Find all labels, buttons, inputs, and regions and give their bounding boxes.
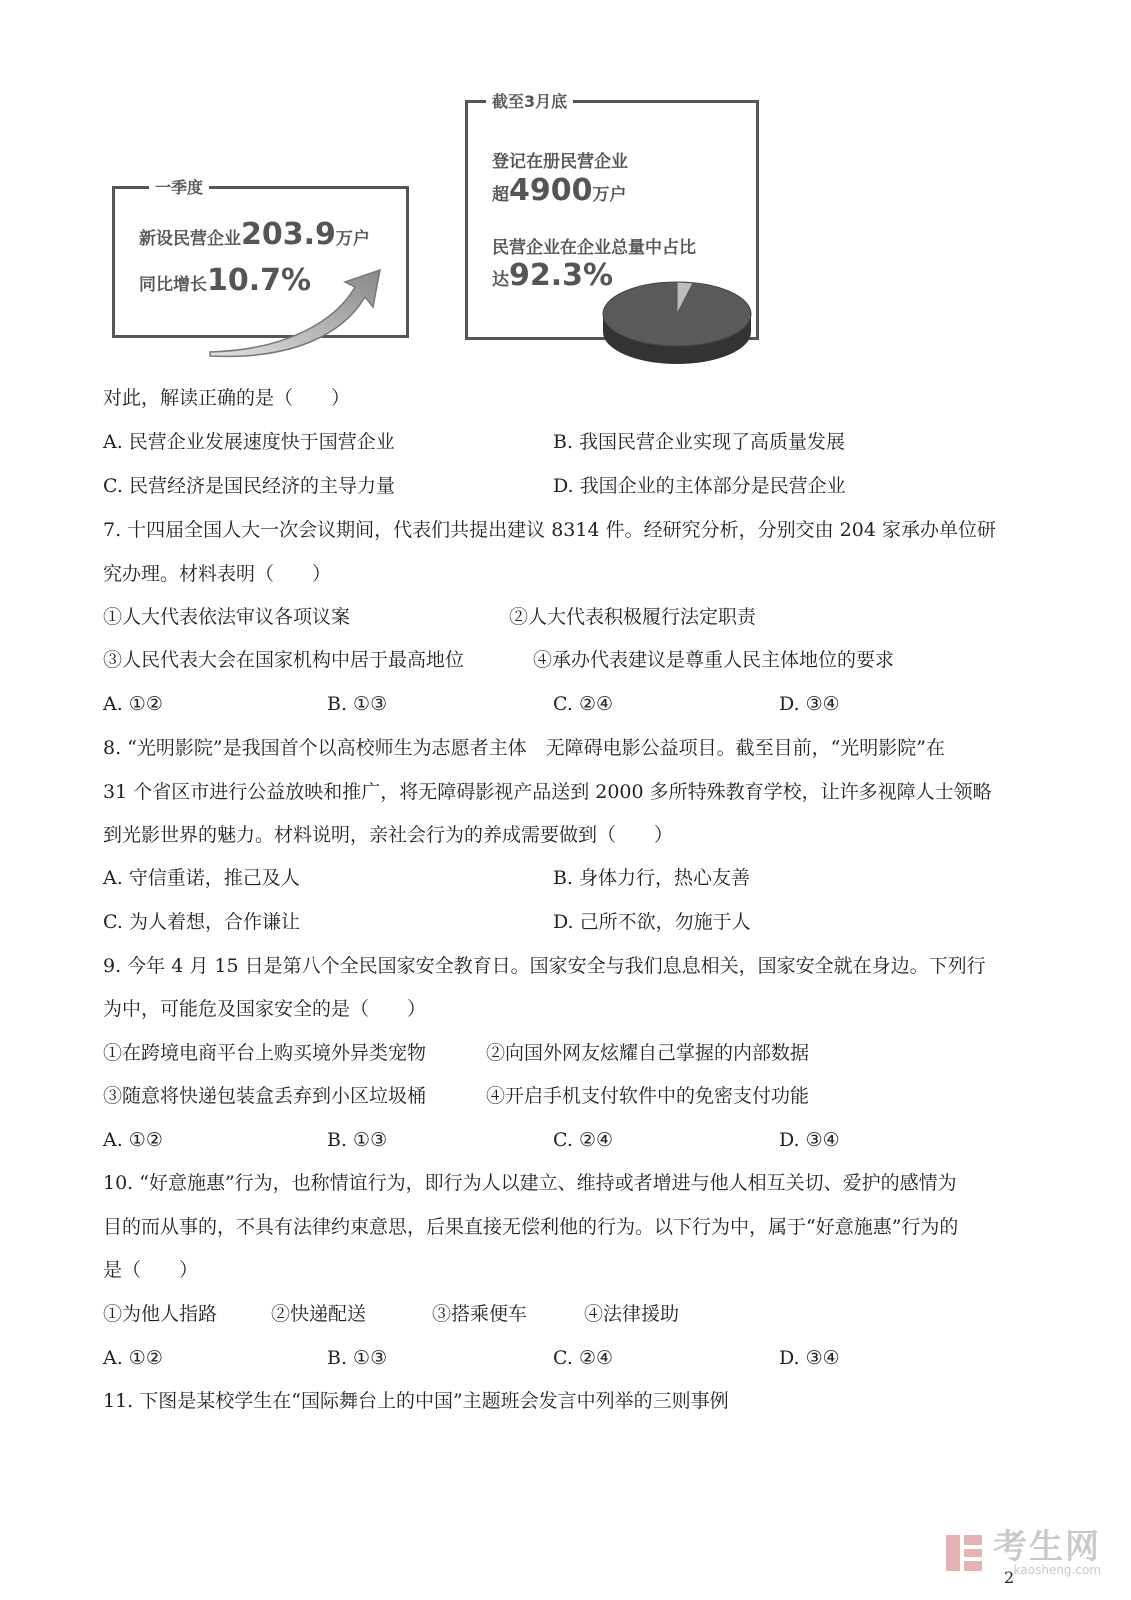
q10-stem-line: 目的而从事的，不具有法律约束意思，后果直接无偿利他的行为。以下行为中，属于“好意施惠”行为的: [103, 1216, 959, 1238]
q7-item-3: ③人民代表大会在国家机构中居于最高地位: [103, 649, 465, 671]
q9-option-a[interactable]: A. ①②: [103, 1129, 163, 1151]
q8-stem-line: 8. “光明影院”是我国首个以高校师生为志愿者主体 无障碍电影公益项目。截至目前，“光明影院”在: [103, 737, 946, 759]
q9-option-b[interactable]: B. ①③: [327, 1129, 388, 1151]
q7-item-4: ④承办代表建议是尊重人民主体地位的要求: [533, 649, 895, 671]
q11-stem: 11. 下图是某校学生在“国际舞台上的中国”主题班会发言中列举的三则事例: [103, 1390, 729, 1412]
q9-item-3: ③随意将快递包装盒丢弃到小区垃圾桶: [103, 1085, 427, 1107]
right-box-line4: [492, 258, 613, 293]
q7-stem-line: 究办理。材料表明（ ）: [103, 563, 332, 585]
q9-item-4: ④开启手机支付软件中的免密支付功能: [486, 1085, 810, 1107]
q8-stem-line: 到光影世界的魅力。材料说明，亲社会行为的养成需要做到（ ）: [103, 824, 674, 846]
left-box-line1: [139, 217, 370, 252]
right-box-caption: 截至3月底: [486, 89, 573, 112]
share-pie-icon: [597, 270, 757, 370]
q10-option-c[interactable]: C. ②④: [553, 1347, 614, 1369]
q7-stem-line: 7. 十四届全国人大一次会议期间，代表们共提出建议 8314 件。经研究分析，分别交由 204 家承办单位研: [103, 519, 996, 541]
right-line4-prefix: 达: [492, 270, 509, 290]
q8-stem-line: 31 个省区市进行公益放映和推广，将无障碍影视产品送到 2000 多所特殊教育学校，让许多视障人士领略: [103, 781, 992, 803]
q6-option-d[interactable]: D. 我国企业的主体部分是民营企业: [553, 475, 846, 497]
page-number: 2: [1004, 1568, 1015, 1587]
right-box-line2: [492, 173, 627, 208]
q9-item-1: ①在跨境电商平台上购买境外异类宠物: [103, 1042, 427, 1064]
left-box-caption: 一季度: [149, 175, 209, 198]
right-line2-value: 4900: [509, 173, 593, 208]
q6-option-c[interactable]: C. 民营经济是国民经济的主导力量: [103, 475, 395, 497]
q10-item-2: ②快递配送: [271, 1303, 367, 1325]
right-line4-value: 92.3%: [509, 258, 614, 293]
q8-option-a[interactable]: A. 守信重诺，推己及人: [103, 867, 300, 889]
q10-option-a[interactable]: A. ①②: [103, 1347, 163, 1369]
right-box-line1: 登记在册民营企业: [492, 152, 628, 172]
q9-option-c[interactable]: C. ②④: [553, 1129, 614, 1151]
watermark-cn: 考生网: [993, 1527, 1101, 1567]
q7-option-b[interactable]: B. ①③: [327, 693, 388, 715]
q10-option-d[interactable]: D. ③④: [779, 1347, 840, 1369]
q7-item-2: ②人大代表积极履行法定职责: [509, 606, 757, 628]
q7-option-a[interactable]: A. ①②: [103, 693, 163, 715]
watermark-en: kaosheng.com: [1013, 1563, 1101, 1577]
q10-item-4: ④法律援助: [584, 1303, 680, 1325]
q9-option-d[interactable]: D. ③④: [779, 1129, 840, 1151]
q10-stem-line: 10. “好意施惠”行为，也称情谊行为，即行为人以建立、维持或者增进与他人相互关切、爱护的感情为: [103, 1172, 957, 1194]
q7-option-c[interactable]: C. ②④: [553, 693, 614, 715]
q6-stem: 对此，解读正确的是（ ）: [103, 387, 351, 409]
left-line1-unit: 万户: [335, 229, 370, 249]
q6-option-a[interactable]: A. 民营企业发展速度快于国营企业: [103, 431, 395, 453]
watermark: [944, 1527, 1101, 1577]
q9-stem-line: 为中，可能危及国家安全的是（ ）: [103, 998, 427, 1020]
left-line1-value: 203.9: [241, 217, 336, 252]
left-line2-text: 同比增长: [139, 275, 207, 295]
q8-option-b[interactable]: B. 身体力行，热心友善: [553, 867, 751, 889]
q7-item-1: ①人大代表依法审议各项议案: [103, 606, 351, 628]
left-line1-text: 新设民营企业: [139, 229, 241, 249]
q10-item-3: ③搭乘便车: [432, 1303, 528, 1325]
q10-stem-line: 是（ ）: [103, 1259, 199, 1281]
q10-item-1: ①为他人指路: [103, 1303, 218, 1325]
q8-option-d[interactable]: D. 己所不欲，勿施于人: [553, 911, 751, 933]
q7-option-d[interactable]: D. ③④: [779, 693, 840, 715]
right-box-line3: 民营企业在企业总量中占比: [492, 238, 696, 258]
q10-option-b[interactable]: B. ①③: [327, 1347, 388, 1369]
q8-option-c[interactable]: C. 为人着想，合作谦让: [103, 911, 300, 933]
watermark-logo-icon: [944, 1531, 988, 1575]
q9-stem-line: 9. 今年 4 月 15 日是第八个全民国家安全教育日。国家安全与我们息息相关，国家安全就在身边。下列行: [103, 955, 986, 977]
right-line2-prefix: 超: [492, 185, 509, 205]
q6-option-b[interactable]: B. 我国民营企业实现了高质量发展: [553, 431, 846, 453]
right-line2-unit: 万户: [592, 185, 627, 205]
growth-arrow-icon: [205, 252, 385, 362]
q9-item-2: ②向国外网友炫耀自己掌握的内部数据: [486, 1042, 810, 1064]
left-line2-value: 10.7%: [207, 263, 312, 298]
